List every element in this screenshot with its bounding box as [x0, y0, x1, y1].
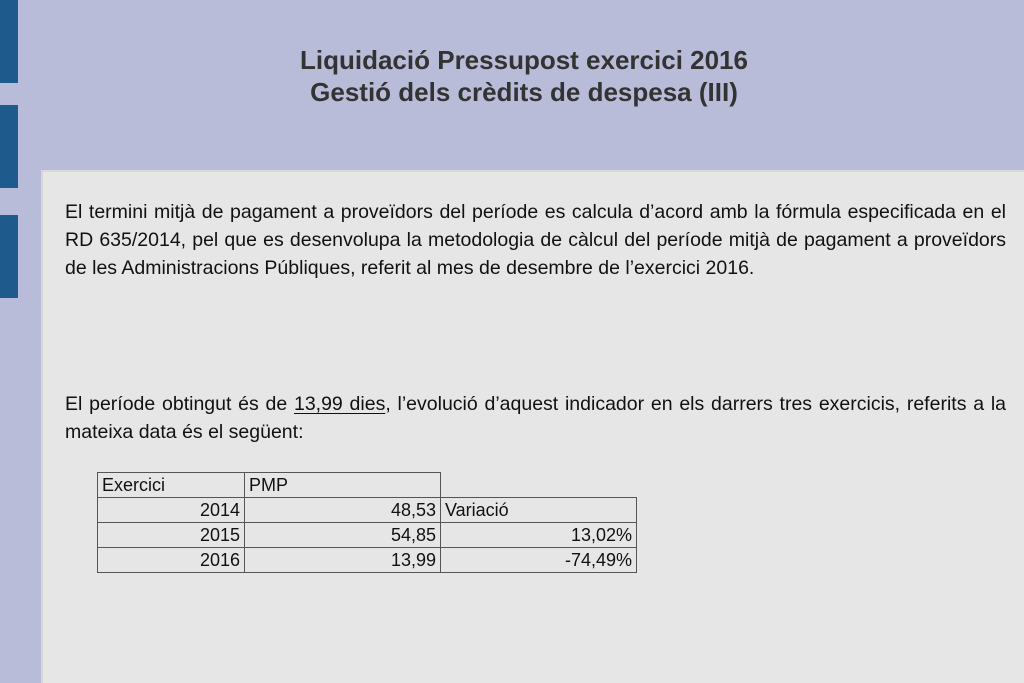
pmp-table — [97, 472, 637, 573]
cell-variation-label: Variació — [441, 498, 637, 523]
cell-pmp: 54,85 — [245, 523, 441, 548]
slide-title — [24, 44, 1024, 108]
content-panel — [41, 170, 1024, 683]
cell-variation: -74,49% — [441, 548, 637, 573]
slide-title-line-1: Liquidació Pressupost exercici 2016 — [300, 45, 748, 75]
paragraph-result — [65, 390, 1006, 446]
paragraph-result-intro: El període obtingut és de — [65, 393, 294, 415]
accent-bar-top — [0, 0, 18, 83]
cell-pmp: 13,99 — [245, 548, 441, 573]
header-cell-empty — [441, 473, 637, 498]
cell-year: 2015 — [98, 523, 245, 548]
accent-bar-bottom — [0, 215, 18, 298]
header-cell-pmp: PMP — [245, 473, 441, 498]
table-row — [98, 498, 637, 523]
paragraph-methodology: El termini mitjà de pagament a proveïdors del període es calcula d’acord amb la fórmula especificada en el RD 635/2014, pel que es desenvolupa la metodologia de càlcul del període mitjà de pagament a proveïdors de les Administracions Públiques, referit al mes de desembre de l’exercici 2016. — [65, 201, 1006, 279]
slide-title-line-2: Gestió dels crèdits de despesa (III) — [310, 77, 738, 107]
paragraph-result-outro: , l’evolució d’aquest indicador en els darrers tres exercicis, referits a la mateixa data és el següent: — [65, 393, 1006, 443]
cell-year: 2014 — [98, 498, 245, 523]
pmp-highlight-value: 13,99 dies — [293, 393, 386, 415]
header-cell-exercici: Exercici — [98, 473, 245, 498]
table-row — [98, 548, 637, 573]
accent-bar-middle — [0, 105, 18, 188]
cell-variation: 13,02% — [441, 523, 637, 548]
cell-year: 2016 — [98, 548, 245, 573]
table-row — [98, 523, 637, 548]
table-header-row — [98, 473, 637, 498]
cell-pmp: 48,53 — [245, 498, 441, 523]
